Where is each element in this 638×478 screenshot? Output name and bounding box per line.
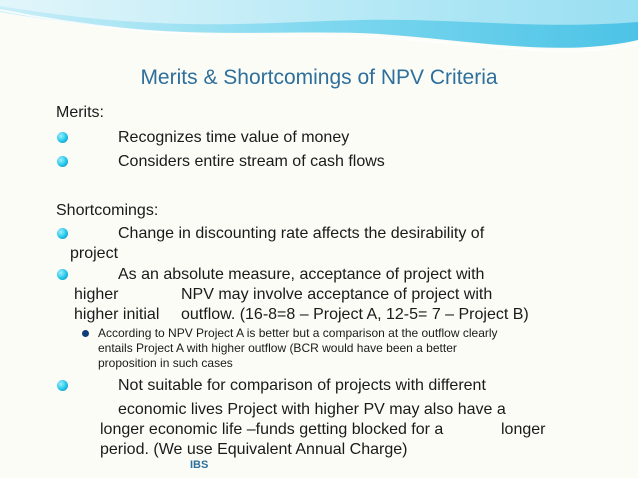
shortcoming-2-line-2a: higher [74,286,119,303]
bullet-icon [57,228,68,239]
sub-bullet-icon [82,330,89,337]
shortcomings-heading: Shortcomings: [56,202,159,219]
shortcoming-2-line-1: As an absolute measure, acceptance of project with [118,266,485,283]
shortcoming-3-line-1: Not suitable for comparison of projects with different [118,377,486,394]
merit-item-1: Recognizes time value of money [118,129,350,146]
merits-heading: Merits: [56,104,104,121]
bullet-icon [57,380,68,391]
bullet-icon [57,132,68,143]
sub-point-line-3: proposition in such cases [98,356,233,370]
sub-point-line-1: According to NPV Project A is better but a comparison at the outflow clearly [98,326,498,340]
shortcoming-3-line-4: period. (We use Equivalent Annual Charge) [100,441,408,458]
sub-point-line-2: entails Project A with higher outflow (BCR would have been a better [98,341,457,355]
shortcoming-3-line-2: economic lives Project with higher PV may also have a [118,401,506,418]
bullet-icon [57,156,68,167]
merit-item-2: Considers entire stream of cash flows [118,153,385,170]
shortcoming-1-line-1: Change in discounting rate affects the desirability of [118,225,485,242]
shortcoming-2-line-3b: outflow. (16-8=8 – Project A, 12-5= 7 – Project B) [181,306,529,323]
header-wave-decoration [0,0,638,70]
footer-label: IBS [190,459,209,471]
bullet-icon [57,269,68,280]
shortcoming-3-line-3a: longer economic life –funds getting blocked for a [100,421,444,438]
shortcoming-3-line-3b: longer [501,421,546,438]
shortcoming-1-line-2: project [70,245,119,262]
shortcoming-2-line-2b: NPV may involve acceptance of project with [181,286,493,303]
shortcoming-2-line-3a: higher initial [74,306,160,323]
slide-title: Merits & Shortcomings of NPV Criteria [140,66,498,89]
